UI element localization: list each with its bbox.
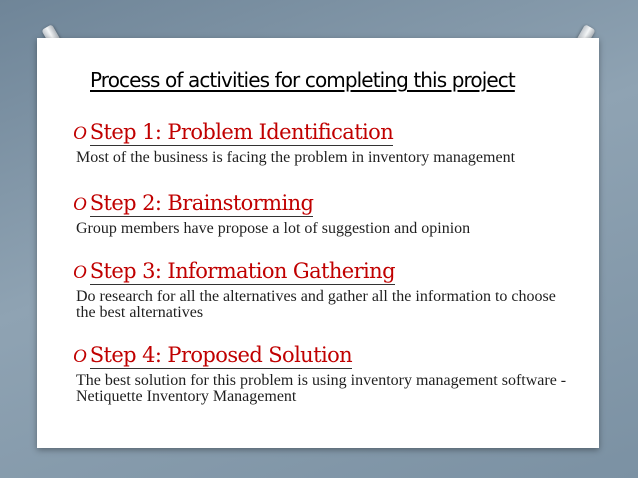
step-2-label: Step 2: Brainstorming — [89, 191, 314, 215]
step-4-description: The best solution for this problem is using inventory management software - Netiquette Inventory Management — [76, 372, 567, 405]
step-2-description: Group members have propose a lot of suggestion and opinion — [76, 220, 471, 237]
step-4-label: Step 4: Proposed Solution — [89, 343, 353, 367]
step-3-description: Do research for all the alternatives and gather all the information to choose the best alternatives — [76, 288, 556, 321]
step-3 — [73, 259, 572, 321]
step-1 — [73, 120, 572, 166]
step-2 — [73, 191, 572, 237]
step-4 — [73, 343, 572, 405]
bullet-icon: O — [73, 262, 87, 283]
step-1-description: Most of the business is facing the problem in inventory management — [76, 149, 516, 166]
bullet-icon: O — [73, 346, 87, 367]
slide-title: Process of activities for completing this project — [90, 68, 515, 92]
step-3-label: Step 3: Information Gathering — [89, 259, 395, 283]
bullet-icon: O — [73, 194, 87, 215]
step-1-label: Step 1: Problem Identification — [89, 120, 394, 144]
bullet-icon: O — [73, 123, 87, 144]
